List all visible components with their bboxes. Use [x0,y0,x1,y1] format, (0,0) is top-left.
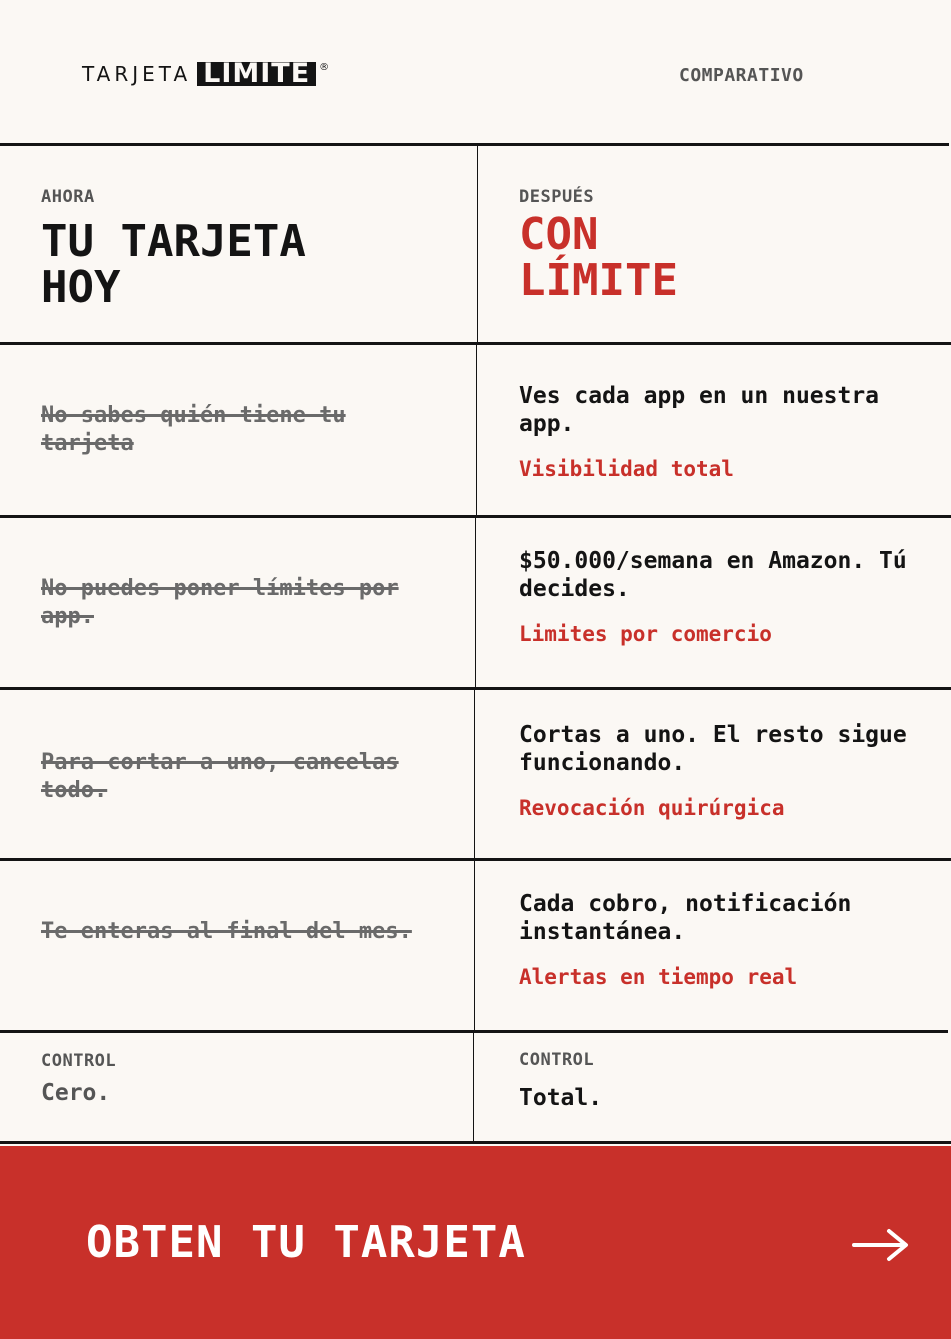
row-before-text: No puedes poner límites por app. [41,576,399,629]
divider-control-bottom [0,1141,951,1144]
left-column-title-line: TU TARJETA [41,216,306,267]
left-column-title [41,216,421,313]
brand-name: LIMITE [197,62,316,86]
right-column-title [519,209,899,306]
right-column-title-line: LÍMITE [519,255,678,306]
control-left-label: CONTROL [41,1051,117,1071]
row-feature-tag: Alertas en tiempo real [519,965,798,989]
row-feature-tag: Visibilidad total [519,457,734,481]
row-feature-tag: Limites por comercio [519,622,772,646]
right-column-label: DESPUÉS [519,187,595,207]
divider-top [0,143,949,146]
row-before-text: Te enteras al final del mes. [41,919,412,944]
arrow-right-icon [852,1228,910,1262]
get-card-button-label: OBTEN TU TARJETA [86,1217,526,1268]
row-after-text: Ves cada app en un nuestra app. [519,383,880,437]
column-divider [477,145,478,343]
row-before-text: No sabes quién tiene tu tarjeta [41,403,346,456]
row-before-text: Para cortar a uno, cancelas todo. [41,750,399,803]
left-column-title-line: HOY [41,262,121,313]
get-card-button[interactable] [0,1146,951,1339]
control-left-value: Cero. [41,1080,111,1106]
row-after-text: Cortas a uno. El resto sigue funcionando. [519,722,907,776]
control-right-label: CONTROL [519,1050,595,1070]
header-tag: COMPARATIVO [679,65,804,86]
brand-logo [82,58,330,89]
control-right-value: Total. [519,1085,603,1111]
column-divider [476,345,477,517]
header [0,0,951,145]
column-divider [475,518,476,689]
row-feature-tag: Revocación quirúrgica [519,796,785,820]
column-divider [473,1033,474,1143]
brand-registered-mark: ® [319,62,330,73]
row-after-text: Cada cobro, notificación instantánea. [519,891,852,945]
brand-prefix: TARJETA [82,62,192,86]
left-column-label: AHORA [41,187,95,207]
column-divider [474,861,475,1032]
divider-row-3 [0,858,951,861]
row-after-text: $50.000/semana en Amazon. Tú decides. [519,548,907,602]
column-divider [474,690,475,860]
right-column-title-line: CON [519,209,599,260]
